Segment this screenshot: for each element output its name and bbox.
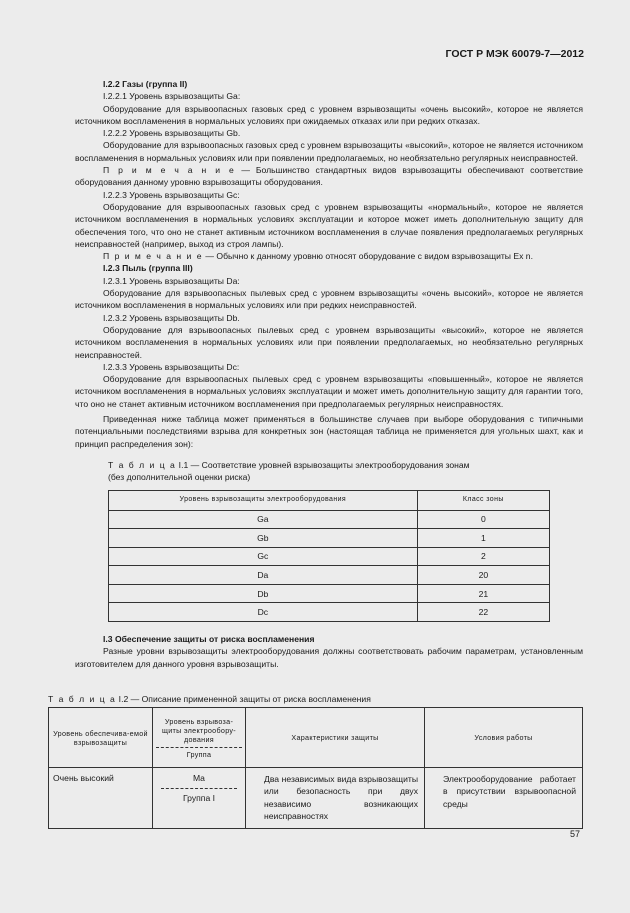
- table-cell: 20: [417, 566, 549, 585]
- table-cell: Gb: [109, 529, 418, 548]
- paragraph: Оборудование для взрывоопасных пылевых сред с уровнем взрывозащиты «повышенный», которое не является источником воспламенения в нормальных условиях эксплуатации и может иметь дополнительную защиту для гарантии того, что оно не станет активным источником воспламенения при предполагаемых регулярных неисправностях.: [75, 374, 583, 409]
- table-cell: Группа I: [182, 793, 215, 803]
- subsection-title: I.2.3.3 Уровень взрывозащиты Dc:: [103, 361, 240, 372]
- subsection-title: I.2.2.1 Уровень взрывозащиты Ga:: [103, 91, 241, 102]
- table-cell: Ga: [109, 510, 418, 529]
- note-label: П р и м е ч а н и е: [103, 165, 236, 176]
- caption-text: I.1 — Соответствие уровней взрывозащиты электрооборудования зонам: [176, 459, 470, 470]
- table-cell: 1: [417, 529, 549, 548]
- table-row: [109, 584, 550, 603]
- table-cell: 2: [417, 547, 549, 566]
- table-header: Уровень взрывоза-щиты электрообору-дования: [161, 716, 236, 744]
- table2: [48, 707, 583, 829]
- table1: [108, 490, 550, 623]
- caption-text: I.2 — Описание примененной защиты от риска воспламенения: [116, 694, 371, 704]
- body-text: [75, 78, 583, 670]
- table-label: Т а б л и ц а: [48, 694, 117, 704]
- section-heading-dust: I.2.3 Пыль (группа III): [103, 263, 193, 274]
- table-cell: Электрооборудование работает в присутствии взрывоопасной среды: [425, 768, 583, 829]
- table-header: Уровень взрывозащиты электрооборудования: [109, 490, 418, 510]
- section-heading-gases: I.2.2 Газы (группа II): [103, 79, 188, 89]
- note: [75, 164, 583, 189]
- standard-header: ГОСТ Р МЭК 60079-7—2012: [445, 48, 584, 60]
- paragraph: Оборудование для взрывоопасных пылевых сред с уровнем взрывозащиты «очень высокий», которое не является источником воспламенения в нормальных условиях или при редких неисправностей.: [75, 288, 583, 311]
- table-cell: Dc: [109, 603, 418, 622]
- note-text: — Большинство стандартных видов взрывозащиты обеспечивают соответствие оборудования данному уровню взрывозащиты оборудования.: [75, 165, 584, 188]
- table-row: [109, 566, 550, 585]
- table-header: Характеристики защиты: [246, 708, 425, 768]
- table-label: Т а б л и ц а: [108, 459, 177, 470]
- subsection-title: I.2.3.2 Уровень взрывозащиты Db.: [103, 312, 240, 323]
- table-cell: 22: [417, 603, 549, 622]
- table-cell: Gc: [109, 547, 418, 566]
- paragraph: Оборудование для взрывоопасных газовых сред с уровнем взрывозащиты «очень высокий», которое не является источником воспламенения в нормальных условиях при ожидаемых отказах или при редких отказах.: [75, 103, 583, 126]
- note: [75, 250, 583, 262]
- subsection-title: I.2.3.1 Уровень взрывозащиты Da:: [103, 275, 240, 286]
- dashed-divider: [156, 747, 242, 748]
- table-header: Класс зоны: [417, 490, 549, 510]
- table-cell: Ma: [193, 773, 205, 783]
- paragraph: Оборудование для взрывоопасных пылевых сред с уровнем взрывозащиты «высокий», которое не является источником воспламенения в нормальных условиях или при появлении предполагаемых, но необязательно регулярных неисправностей.: [75, 324, 583, 360]
- table-row: [109, 547, 550, 566]
- table-cell: Db: [109, 584, 418, 603]
- subsection-title: I.2.2.3 Уровень взрывозащиты Gc:: [103, 189, 240, 200]
- note-label: П р и м е ч а н и е: [103, 251, 204, 262]
- note-text: — Обычно к данному уровню относят оборудование с видом взрывозащиты Ex n.: [203, 251, 533, 262]
- table-header: Условия работы: [425, 708, 583, 768]
- table-cell: 0: [417, 510, 549, 529]
- table-row: [109, 510, 550, 529]
- table-header: Уровень обеспечива-емой взрывозащиты: [49, 708, 153, 768]
- table1-caption: [108, 459, 583, 471]
- paragraph: Разные уровни взрывозащиты электрооборудования должны соответствовать рабочим параметрам, установленным изготовителем для данного уровня взрывозащиты.: [75, 646, 583, 669]
- section-heading-protection: I.3 Обеспечение защиты от риска воспламенения: [103, 634, 315, 645]
- table1-caption-line2: (без дополнительной оценки риска): [108, 472, 251, 483]
- table-cell: 21: [417, 584, 549, 603]
- table-row: [109, 529, 550, 548]
- table-cell: Da: [109, 566, 418, 585]
- dashed-divider: [161, 788, 237, 789]
- table-row: [109, 603, 550, 622]
- paragraph: Приведенная ниже таблица может применяться в большинстве случаев при выборе оборудования с типичными потенциальными последствиями взрыва для конкретных зон (настоящая таблица не применяется для угольных шахт, как и принцип распределения зон):: [75, 414, 583, 449]
- subsection-title: I.2.2.2 Уровень взрывозащиты Gb.: [103, 128, 241, 139]
- paragraph: Оборудование для взрывоопасных газовых сред с уровнем взрывозащиты «нормальный», которое не является источником воспламенения в нормальных условиях эксплуатации и которое может иметь дополнительную защиту для обеспечения того, что оно не станет активным источником воспламенения в случае появления предполагаемых регулярных неисправностей (например, выход из строя лампы).: [75, 201, 583, 249]
- table2-caption: [48, 694, 371, 704]
- page-number: 57: [569, 829, 580, 839]
- table-subheader: Группа: [186, 749, 212, 759]
- table-cell: Два независимых вида взрывозащиты или безопасность при двух независимо возникающих неисправностях: [246, 768, 425, 829]
- paragraph: Оборудование для взрывоопасных газовых сред с уровнем взрывозащиты «высокий», которое не является источником воспламенения в нормальных условиях или при появлении предполагаемых, но необязательно регулярных неисправностей.: [75, 140, 583, 163]
- table-cell: Очень высокий: [49, 768, 153, 829]
- table-row: [49, 768, 583, 829]
